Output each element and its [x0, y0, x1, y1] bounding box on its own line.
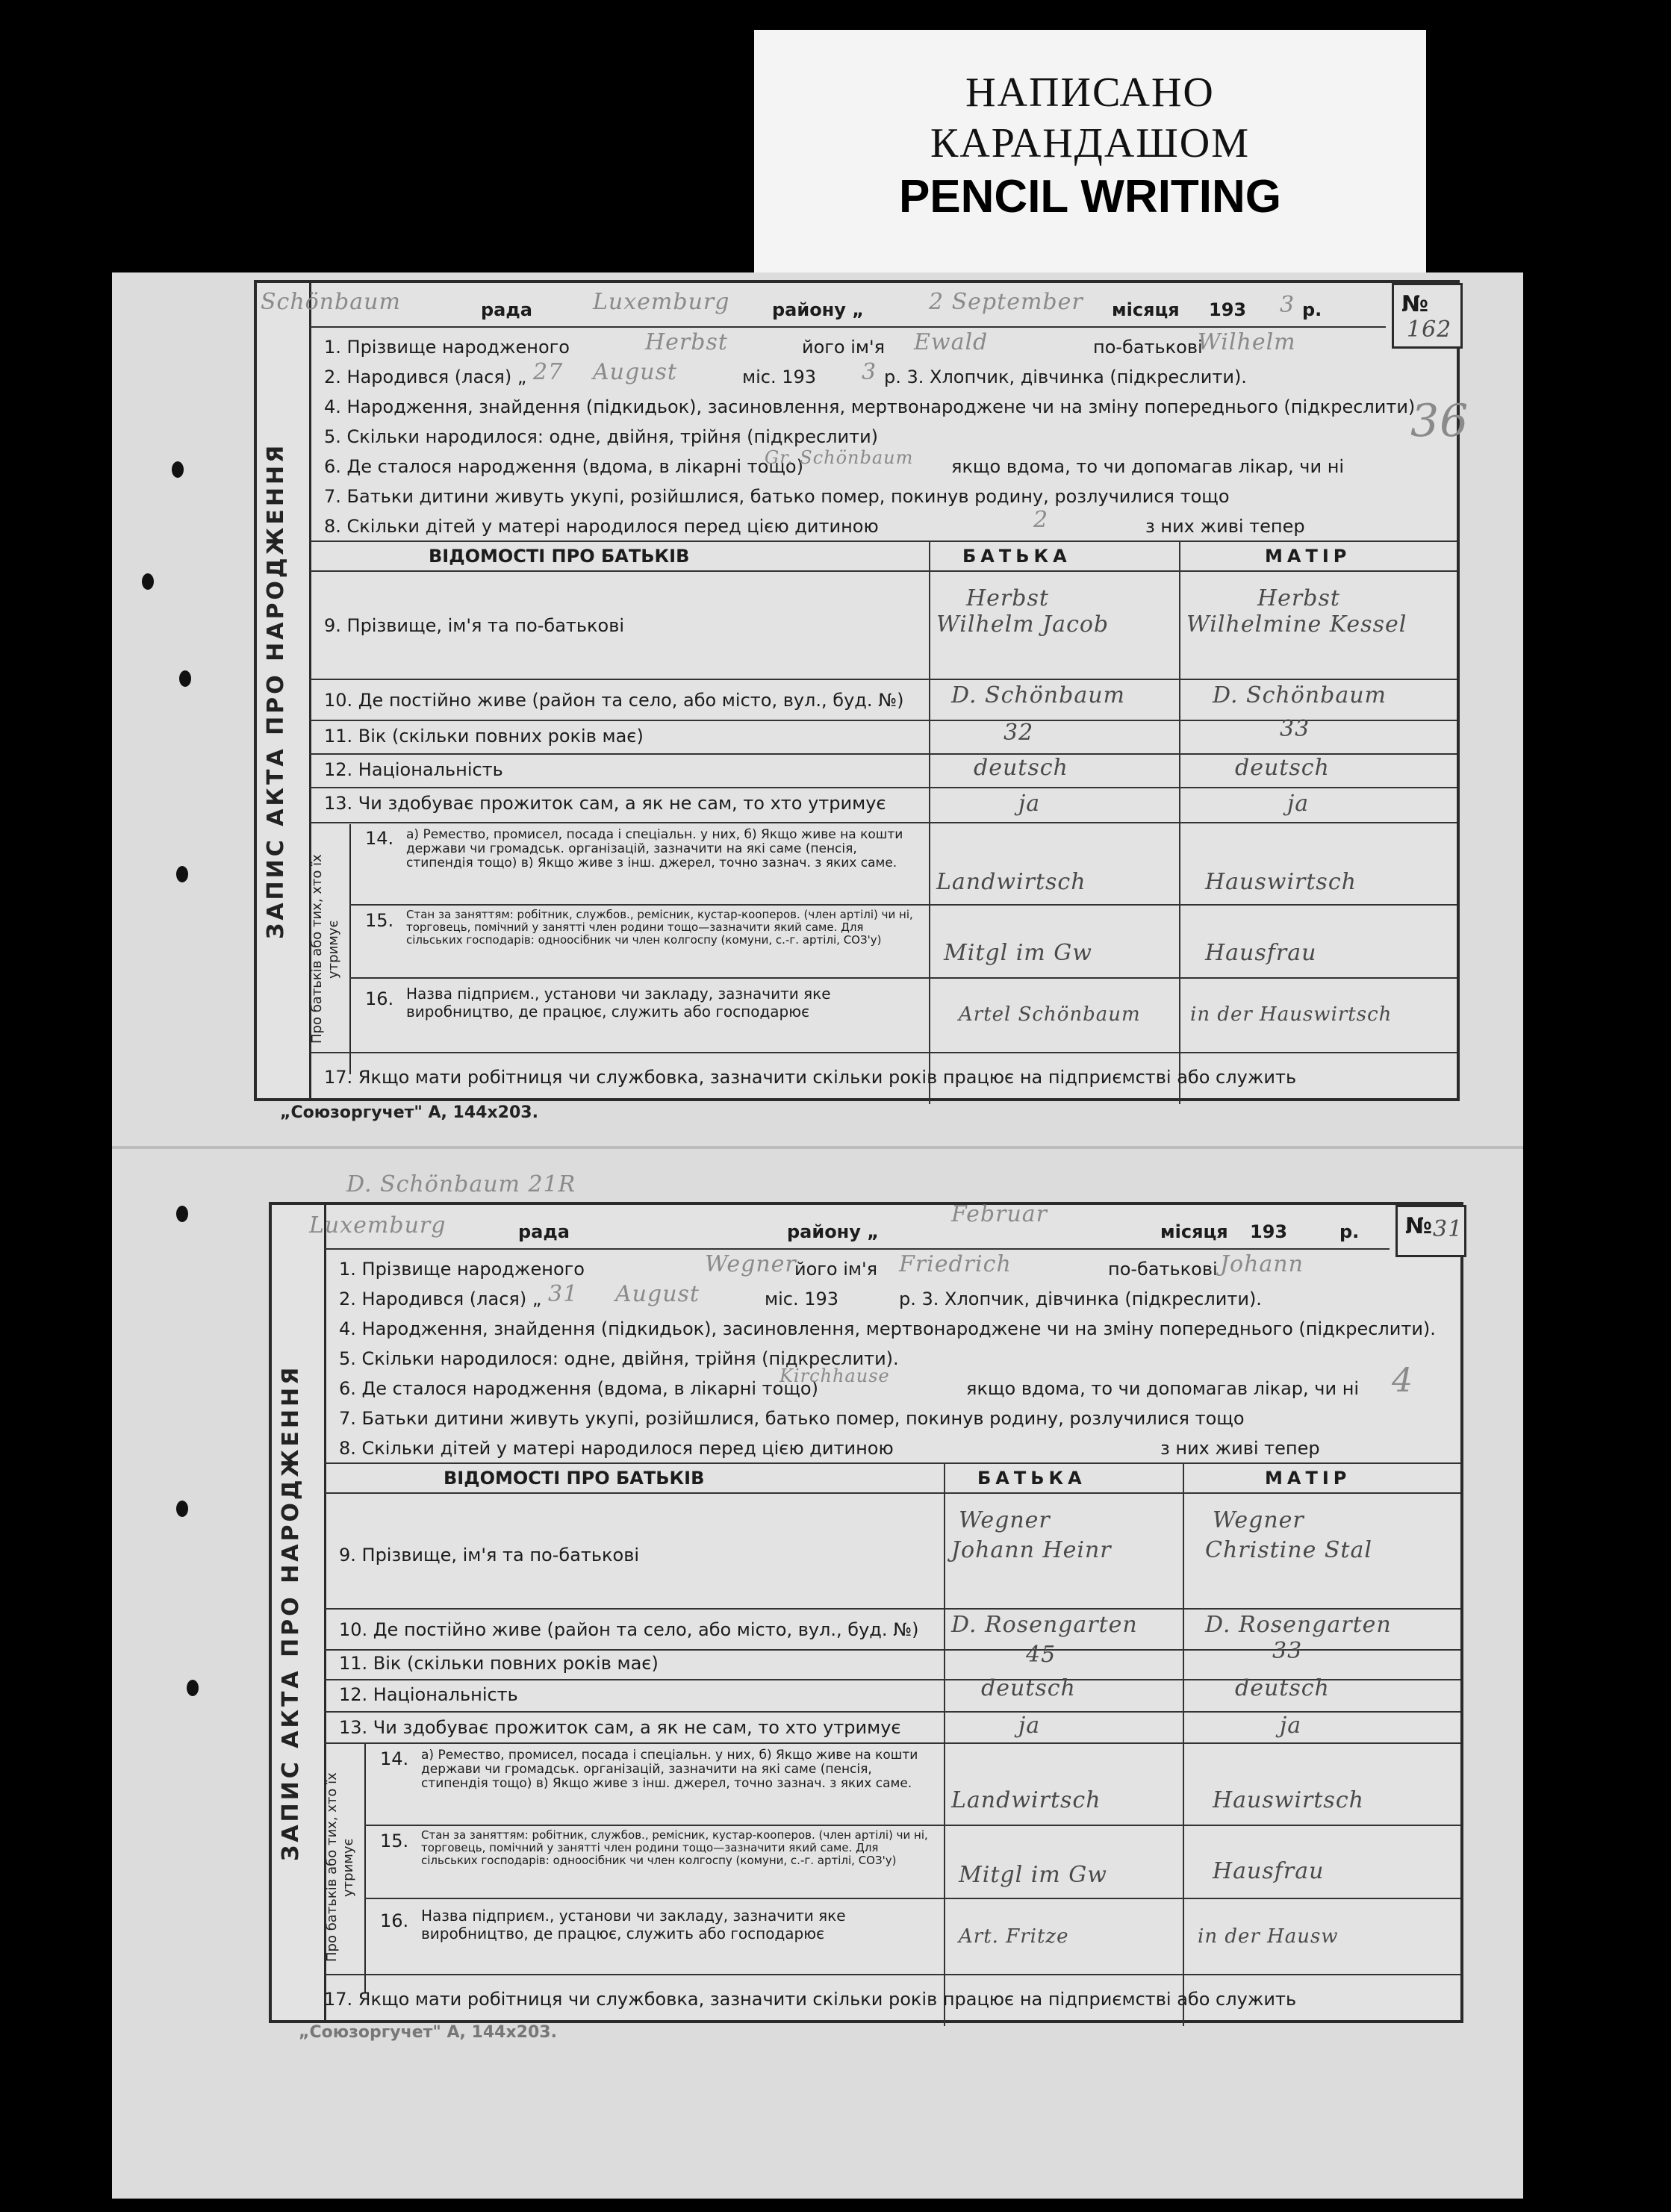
line-7-parents: 7. Батьки дитини живуть укупі, розійшлися, батько помер, покинув родину, розлучилися тощо — [324, 486, 1230, 507]
line-2-born: 2. Народився (лася) „ — [324, 367, 527, 387]
row-15-status: Стан за заняттям: робітник, службов., ремісник, кустар-кооперов. (член артілі) чи ні, торговець, помічний у занятті член родини тощо—зазначити який саме. Для сільських господарів: одноосібник чи член колгоспу (комуни, с.-г. артілі, СОЗ'у) — [406, 908, 913, 947]
row-11-age: 11. Вік (скільки повних років має) — [324, 726, 644, 747]
line-2-month: міс. 193 — [742, 367, 817, 387]
header-r: р. — [1339, 1221, 1360, 1242]
hw-birth-day: 27 — [533, 359, 564, 385]
hw-father-status: Mitgl im Gw — [959, 1862, 1107, 1888]
hw-birth-day: 31 — [548, 1281, 579, 1307]
row-16-num: 16. — [380, 1910, 409, 1931]
punch-hole — [172, 461, 184, 478]
hw-father-occupation: Landwirtsch — [951, 1787, 1101, 1813]
hw-patronymic: Johann — [1220, 1251, 1304, 1277]
hw-father-surname: Wegner — [959, 1507, 1051, 1533]
hw-father-age: 32 — [1003, 720, 1034, 746]
line-1-surname: 1. Прізвище народженого — [324, 337, 570, 358]
row-16-num: 16. — [365, 988, 394, 1009]
line-1-surname: 1. Прізвище народженого — [339, 1259, 585, 1280]
hw-father-nationality: deutsch — [981, 1675, 1076, 1701]
hw-mother-status: Hausfrau — [1205, 940, 1317, 966]
hw-birth-place: Kirchhause — [780, 1365, 890, 1386]
hw-father-workplace: Art. Fritze — [959, 1925, 1069, 1948]
row-17-mother-work: 17. Якщо мати робітниця чи службовка, зазначити скільки років працює на підприємстві або служить — [324, 1067, 1297, 1088]
line-2-born: 2. Народився (лася) „ — [339, 1289, 542, 1309]
header-rada: рада — [518, 1221, 570, 1242]
hw-father-name: Johann Heinr — [951, 1537, 1112, 1563]
line-4-type: 4. Народження, знайдення (підкидьок), засиновлення, мертвонароджене чи на зміну попереднього (підкреслити). — [339, 1318, 1436, 1339]
hw-father-self: ja — [1018, 791, 1041, 817]
row-14-occupation: а) Ремество, промисел, посада і спеціальн. у них, б) Якщо живе на кошти держави чи громадськ. організацій, зазначити на які саме (пенсія, стипендія тощо) в) Якщо живе з інш. джерел, точно зазнач. з яких саме. — [406, 827, 903, 870]
hw-mother-status: Hausfrau — [1213, 1858, 1325, 1884]
record-number-label: № — [1401, 291, 1429, 317]
row-10-residence: 10. Де постійно живе (район та село, або місто, вул., буд. №) — [339, 1619, 919, 1640]
hw-mother-name: Christine Stal — [1205, 1537, 1372, 1563]
hw-mother-occupation: Hauswirtsch — [1213, 1787, 1364, 1813]
hw-mother-residence: D. Schönbaum — [1213, 682, 1387, 708]
parents-sub-title: Про батьків або тих, хто їх утримує — [309, 854, 341, 1044]
row-14-num: 14. — [365, 828, 394, 849]
hw-mother-surname: Wegner — [1213, 1507, 1304, 1533]
hw-birth-month: August — [615, 1281, 700, 1307]
line-6-place: 6. Де сталося народження (вдома, в лікарні тощо) — [324, 456, 803, 477]
row-9-fullname: 9. Прізвище, ім'я та по-батькові — [339, 1545, 640, 1565]
parents-sub-title: Про батьків або тих, хто їх утримує — [324, 1772, 356, 1963]
row-14-occupation: а) Ремество, промисел, посада і спеціальн. у них, б) Якщо живе на кошти держави чи громадськ. організацій, зазначити на які саме (пенсія, стипендія тощо) в) Якщо живе з інш. джерел, точно зазнач. з яких саме. — [421, 1748, 918, 1791]
hw-mother-workplace: in der Hauswirtsch — [1190, 1003, 1392, 1026]
line-6-doctor: якщо вдома, то чи допомагав лікар, чи ні — [951, 456, 1345, 477]
hw-rada: Luxemburg — [309, 1212, 446, 1239]
table-head-father: БАТЬКА — [977, 1468, 1086, 1489]
table-head-father: БАТЬКА — [962, 546, 1071, 567]
hw-father-age: 45 — [1026, 1642, 1057, 1668]
hw-mother-nationality: deutsch — [1235, 755, 1330, 781]
row-9-fullname: 9. Прізвище, ім'я та по-батькові — [324, 615, 625, 636]
line-7-parents: 7. Батьки дитини живуть укупі, розійшлися, батько помер, покинув родину, розлучилися тощо — [339, 1408, 1245, 1429]
table-head-mother: МАТІР — [1265, 546, 1351, 567]
line-8-alive: з них живі тепер — [1160, 1438, 1320, 1459]
row-16-workplace: Назва підприєм., установи чи закладу, зазначити яке виробництво, де працює, служить або господарює — [406, 985, 831, 1021]
header-raion: району „ — [787, 1221, 880, 1242]
hw-mother-self: ja — [1280, 1713, 1302, 1739]
label-line-2: КАРАНДАШОМ — [930, 120, 1251, 166]
form-side-strip — [272, 1205, 326, 2020]
row-17-mother-work: 17. Якщо мати робітниця чи службовка, зазначити скільки років працює на підприємстві або служить — [324, 1989, 1297, 2010]
hw-father-nationality: deutsch — [974, 755, 1068, 781]
line-6-place: 6. Де сталося народження (вдома, в лікарні тощо) — [339, 1378, 818, 1399]
hw-mother-occupation: Hauswirtsch — [1205, 869, 1357, 895]
header-rada: рада — [481, 299, 532, 320]
hw-record-num: 31 — [1433, 1216, 1463, 1242]
row-14-num: 14. — [380, 1748, 409, 1769]
hw-margin-num: 4 — [1392, 1362, 1413, 1400]
hw-father-surname: Herbst — [966, 585, 1049, 611]
punch-hole — [176, 1206, 188, 1222]
hw-date: 2 September — [929, 289, 1083, 315]
table-head-info: ВІДОМОСТІ ПРО БАТЬКІВ — [429, 546, 690, 567]
form-2-footer: „Союзоргучет" А, 144х203. — [299, 2023, 557, 2042]
line-2-sex: р. 3. Хлопчик, дівчинка (підкреслити). — [884, 367, 1247, 387]
label-line-3: PENCIL WRITING — [898, 171, 1282, 222]
row-15-num: 15. — [380, 1831, 409, 1851]
line-1-patronymic: по-батькові — [1093, 337, 1203, 358]
line-5-count: 5. Скільки народилося: одне, двійня, трійня (підкреслити). — [339, 1348, 899, 1369]
hw-birth-month: August — [593, 359, 677, 385]
row-10-residence: 10. Де постійно живе (район та село, або місто, вул., буд. №) — [324, 690, 904, 711]
hw-birth-place: Gr. Schönbaum — [765, 447, 914, 468]
form-side-strip — [257, 283, 311, 1098]
line-1-patronymic: по-батькові — [1108, 1259, 1218, 1280]
hw-children: 2 — [1033, 507, 1049, 533]
row-16-workplace: Назва підприєм., установи чи закладу, зазначити яке виробництво, де працює, служить або господарює — [421, 1907, 846, 1942]
hw-rada: Luxemburg — [593, 289, 730, 315]
punch-hole — [142, 573, 154, 590]
parents-sub-strip — [309, 824, 351, 1074]
line-5-count: 5. Скільки народилося: одне, двійня, трійня (підкреслити) — [324, 426, 879, 447]
hw-mother-workplace: in der Hausw — [1198, 1925, 1339, 1948]
header-raion: району „ — [772, 299, 865, 320]
row-12-nationality: 12. Національність — [339, 1684, 518, 1705]
form-1-footer: „Союзоргучет" А, 144х203. — [280, 1103, 538, 1122]
hw-patronymic: Wilhelm — [1198, 329, 1296, 355]
record-number-label: № — [1405, 1213, 1433, 1239]
header-month: місяця — [1160, 1221, 1228, 1242]
header-year: 193 — [1250, 1221, 1288, 1242]
row-13-income: 13. Чи здобуває прожиток сам, а як не сам, то хто утримує — [339, 1717, 901, 1738]
hw-surname: Wegner — [705, 1251, 797, 1277]
hw-father-residence: D. Schönbaum — [951, 682, 1125, 708]
line-1-name: його ім'я — [802, 337, 886, 358]
form-vertical-title: ЗАПИС АКТА ПРО НАРОДЖЕННЯ — [278, 1364, 304, 1861]
parents-sub-strip — [324, 1742, 366, 1993]
hw-mother-name: Wilhelmine Kessel — [1186, 611, 1407, 638]
sheet-fold — [112, 1146, 1523, 1149]
hw-mother-age: 33 — [1280, 716, 1310, 742]
line-8-children: 8. Скільки дітей у матері народилося перед цією дитиною — [339, 1438, 894, 1459]
line-2-sex: р. 3. Хлопчик, дівчинка (підкреслити). — [899, 1289, 1262, 1309]
hw-mother-nationality: deutsch — [1235, 1675, 1330, 1701]
hw-birth-year: 3 — [862, 359, 877, 385]
hw-place: D. Schönbaum 21R — [346, 1171, 576, 1197]
row-13-income: 13. Чи здобуває прожиток сам, а як не сам, то хто утримує — [324, 793, 886, 814]
line-4-type: 4. Народження, знайдення (підкидьок), засиновлення, мертвонароджене чи на зміну попереднього (підкреслити) — [324, 396, 1416, 417]
header-month: місяця — [1112, 299, 1180, 320]
punch-hole — [179, 670, 191, 687]
line-8-alive: з них живі тепер — [1145, 516, 1305, 537]
label-line-1: НАПИСАНО — [965, 69, 1215, 116]
header-year: 193 — [1209, 299, 1247, 320]
hw-surname: Herbst — [645, 329, 728, 355]
hw-date: Februar — [951, 1201, 1048, 1227]
hw-father-name: Wilhelm Jacob — [936, 611, 1110, 638]
row-12-nationality: 12. Національність — [324, 759, 503, 780]
header-r: р. — [1302, 299, 1322, 320]
hw-year: 3 — [1280, 292, 1295, 318]
row-11-age: 11. Вік (скільки повних років має) — [339, 1653, 659, 1674]
row-15-num: 15. — [365, 910, 394, 931]
hw-father-workplace: Artel Schönbaum — [959, 1003, 1141, 1026]
line-6-doctor: якщо вдома, то чи допомагав лікар, чи ні — [966, 1378, 1360, 1399]
hw-mother-residence: D. Rosengarten — [1205, 1612, 1392, 1638]
birth-record-form-2 — [269, 1171, 1463, 2023]
line-1-name: його ім'я — [794, 1259, 878, 1280]
table-head-info: ВІДОМОСТІ ПРО БАТЬКІВ — [444, 1468, 705, 1489]
hw-mother-surname: Herbst — [1257, 585, 1340, 611]
hw-mother-age: 33 — [1272, 1638, 1303, 1664]
hw-mother-self: ja — [1287, 791, 1310, 817]
hw-father-self: ja — [1018, 1713, 1041, 1739]
line-2-month: міс. 193 — [765, 1289, 839, 1309]
hw-name: Ewald — [914, 329, 989, 355]
hw-father-status: Mitgl im Gw — [944, 940, 1092, 966]
punch-hole — [176, 1501, 188, 1517]
hw-father-residence: D. Rosengarten — [951, 1612, 1138, 1638]
punch-hole — [187, 1680, 199, 1696]
pencil-writing-label — [754, 30, 1426, 272]
birth-record-form-1 — [254, 280, 1469, 1101]
form-vertical-title: ЗАПИС АКТА ПРО НАРОДЖЕННЯ — [263, 442, 289, 939]
hw-father-occupation: Landwirtsch — [936, 869, 1086, 895]
hw-record-num: 162 — [1407, 317, 1452, 343]
hw-name: Friedrich — [899, 1251, 1012, 1277]
row-15-status: Стан за заняттям: робітник, службов., ремісник, кустар-кооперов. (член артілі) чи ні, торговець, помічний у занятті член родини тощо—зазначити який саме. Для сільських господарів: одноосібник чи член колгоспу (комуни, с.-г. артілі, СОЗ'у) — [421, 1828, 928, 1867]
punch-hole — [176, 866, 188, 882]
hw-place: Schönbaum — [261, 289, 401, 315]
line-8-children: 8. Скільки дітей у матері народилося перед цією дитиною — [324, 516, 879, 537]
table-head-mother: МАТІР — [1265, 1468, 1351, 1489]
hw-margin-num: 36 — [1410, 395, 1469, 447]
